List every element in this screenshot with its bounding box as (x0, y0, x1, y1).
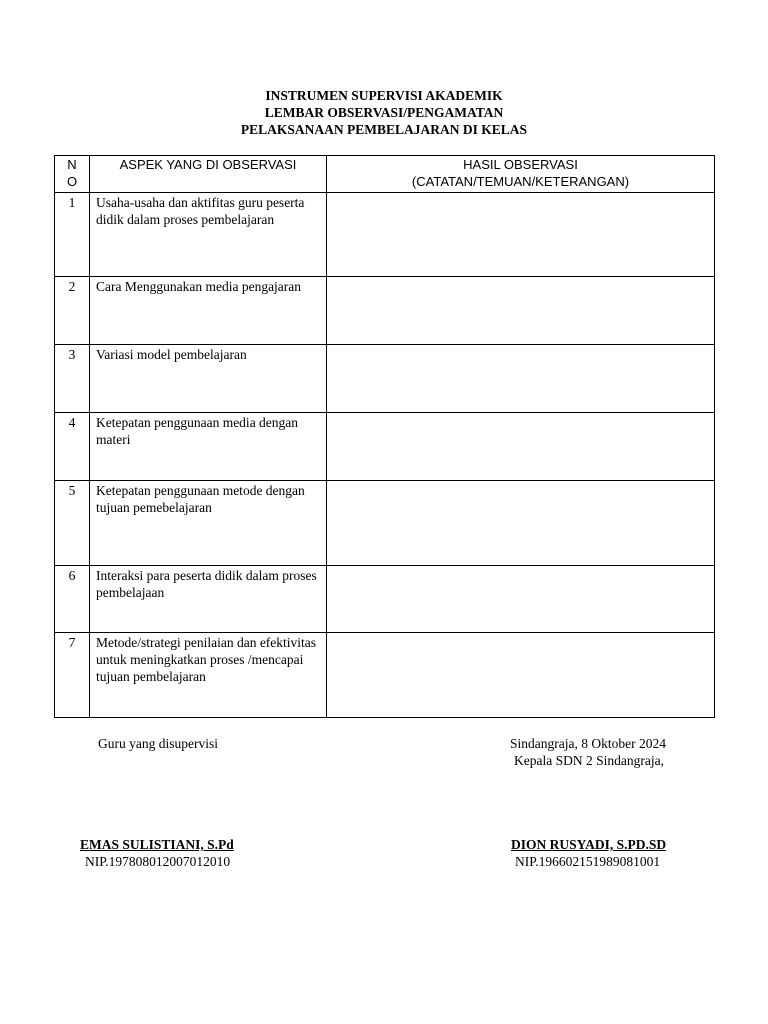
row-no: 2 (55, 277, 90, 345)
document-subtitle: LEMBAR OBSERVASI/PENGAMATAN (264, 105, 504, 120)
row-aspek: Variasi model pembelajaran (90, 345, 327, 413)
teacher-nip: NIP.197808012007012010 (85, 854, 231, 869)
row-no: 4 (55, 413, 90, 481)
table-row (55, 566, 715, 633)
row-aspek: Ketepatan penggunaan metode dengan tujuan pemebelajaran (90, 481, 327, 566)
row-hasil[interactable] (327, 193, 715, 277)
row-aspek: Cara Menggunakan media pengajaran (90, 277, 327, 345)
header-no-line2: O (66, 174, 78, 189)
row-no: 5 (55, 481, 90, 566)
header-no-line1: N (67, 157, 77, 172)
row-no: 6 (55, 566, 90, 633)
place-date: Sindangraja, 8 Oktober 2024 (510, 736, 666, 751)
row-aspek: Interaksi para peserta didik dalam proses pembelajaan (90, 566, 327, 633)
document-subtitle-2: PELAKSANAAN PEMBELAJARAN DI KELAS (240, 122, 528, 137)
row-no: 7 (55, 633, 90, 718)
table-row (55, 345, 715, 413)
row-no: 1 (55, 193, 90, 277)
table-header-row (55, 156, 715, 193)
principal-name: DION RUSYADI, S.PD.SD (511, 837, 667, 852)
header-no (55, 156, 90, 193)
row-aspek: Usaha-usaha dan aktifitas guru peserta didik dalam proses pembelajaran (90, 193, 327, 277)
table-row (55, 633, 715, 718)
header-hasil-line2: (CATATAN/TEMUAN/KETERANGAN) (411, 174, 630, 189)
row-no: 3 (55, 345, 90, 413)
row-hasil[interactable] (327, 481, 715, 566)
header-hasil-line1: HASIL OBSERVASI (463, 157, 578, 172)
table-row (55, 413, 715, 481)
document-title: INSTRUMEN SUPERVISI AKADEMIK (265, 88, 503, 103)
principal-role: Kepala SDN 2 Sindangraja, (514, 753, 664, 768)
teacher-name: EMAS SULISTIANI, S.Pd (80, 837, 234, 852)
header-aspek: ASPEK YANG DI OBSERVASI (90, 156, 327, 193)
principal-nip: NIP.196602151989081001 (515, 854, 661, 869)
row-hasil[interactable] (327, 413, 715, 481)
row-aspek: Metode/strategi penilaian dan efektivitas untuk meningkatkan proses /mencapai tujuan pembelajaran (90, 633, 327, 718)
observation-table (54, 155, 715, 718)
row-aspek: Ketepatan penggunaan media dengan materi (90, 413, 327, 481)
teacher-label: Guru yang disupervisi (98, 736, 218, 751)
row-hasil[interactable] (327, 277, 715, 345)
table-row (55, 481, 715, 566)
table-row (55, 193, 715, 277)
header-hasil (327, 156, 715, 193)
row-hasil[interactable] (327, 345, 715, 413)
table-row (55, 277, 715, 345)
row-hasil[interactable] (327, 633, 715, 718)
row-hasil[interactable] (327, 566, 715, 633)
